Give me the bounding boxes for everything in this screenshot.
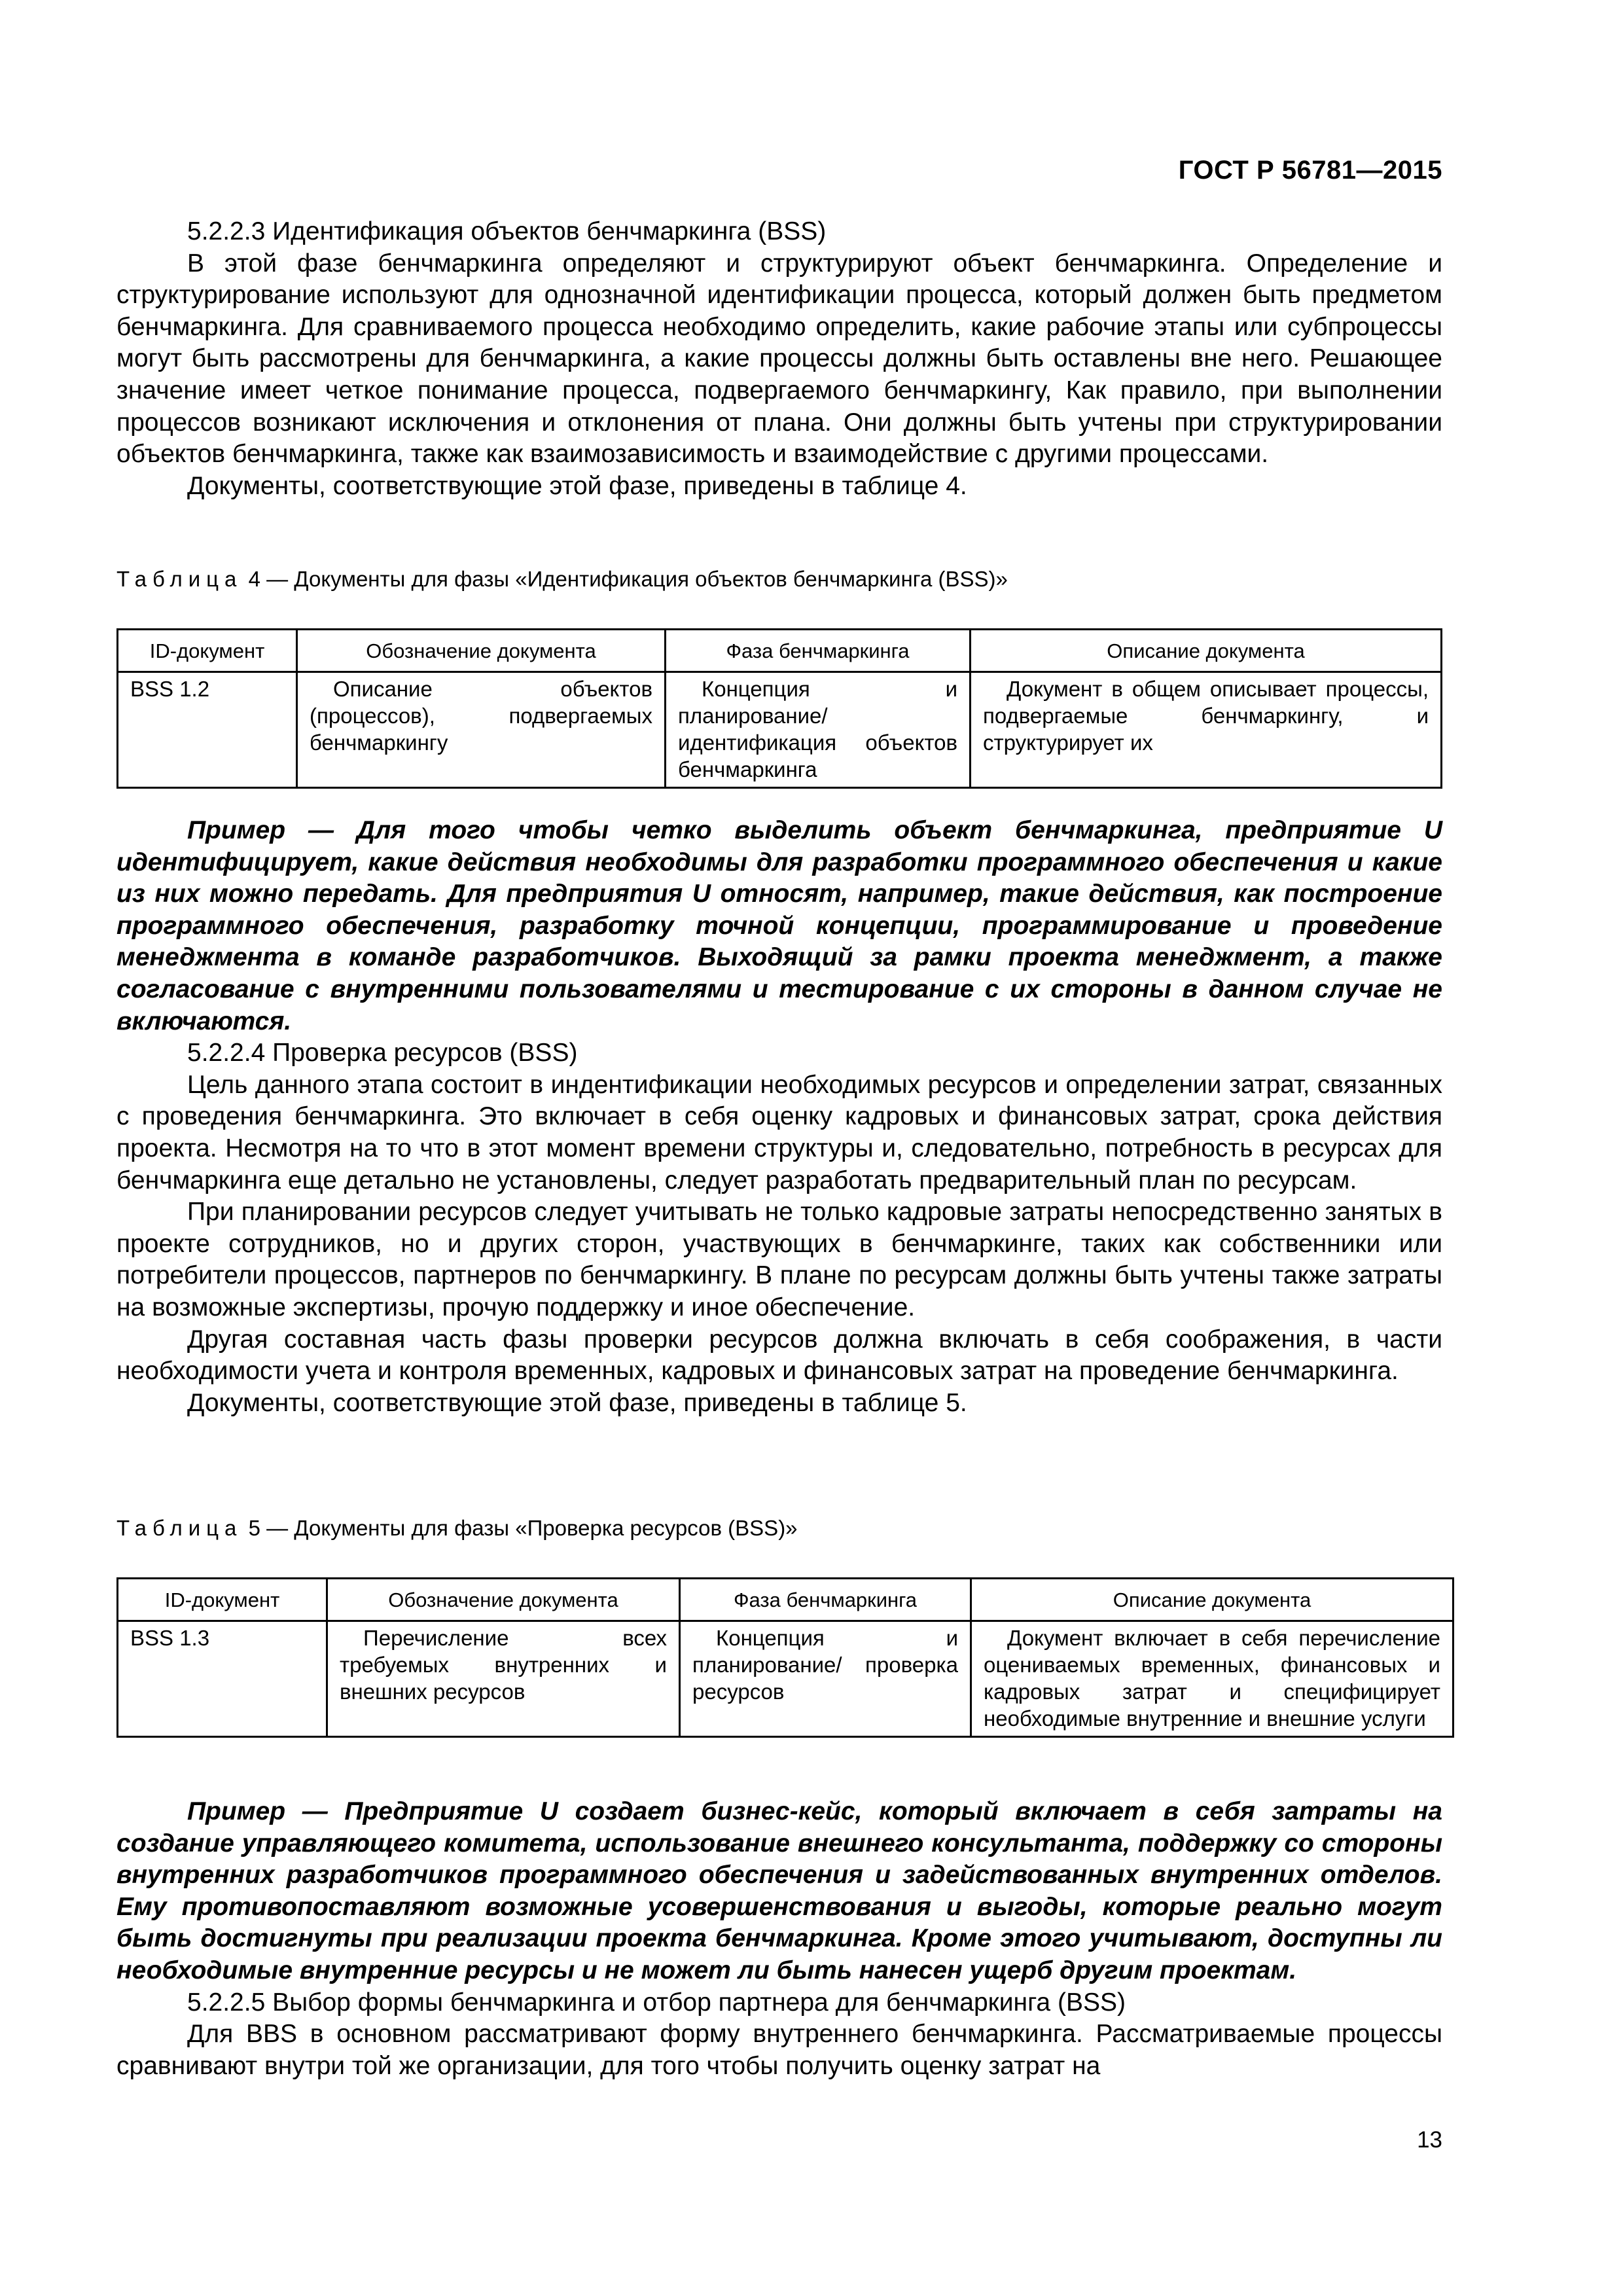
section-heading-5225: 5.2.2.5 Выбор формы бенчмаркинга и отбор партнера для бенчмаркинга (BSS)	[187, 1988, 1126, 2017]
section-5223-paragraph-2: Документы, соответствующие этой фазе, приведены в таблице 4.	[187, 471, 967, 500]
section-heading-5224: 5.2.2.4 Проверка ресурсов (BSS)	[187, 1039, 578, 1067]
table4-header-id: ID-документ	[118, 630, 297, 672]
table4-header-description: Описание документа	[971, 630, 1442, 672]
example-1: Пример — Для того чтобы четко выделить объект бенчмаркинга, предприятие U идентифицирует, какие действия необходимы для разработки программного обеспечения и какие из них можно передать. Для предприятия U относят, например, такие действия, как построение программного обеспечения, разработку точной концепции, программирование и проведение менеджмента в команде разработчиков. Выходящий за рамки проекта менеджмент, а также согласование с внутренними пользователями и тестирование с их стороны в данном случае не включаются.	[116, 816, 1442, 1035]
table4-cell-designation: Описание объектов (процессов), подвергаемых бенчмаркингу	[297, 672, 666, 788]
table5-caption	[116, 1516, 1442, 1541]
table4-wrapper	[116, 628, 1442, 789]
table5-header-phase: Фаза бенчмаркинга	[680, 1579, 971, 1621]
section-5224-paragraph-1: Цель данного этапа состоит в индентификации необходимых ресурсов и определении затрат, связанных с проведения бенчмаркинга. Это включает в себя оценку кадровых и финансовых затрат, срока действия проекта. Несмотря на то что в этот момент времени структуры и, следовательно, потребность в ресурсах для бенчмаркинга еще детально не установлены, следует разработать предварительный план по ресурсам.	[116, 1070, 1442, 1194]
table4-header-phase: Фаза бенчмаркинга	[666, 630, 971, 672]
table5-caption-text: 5 — Документы для фазы «Проверка ресурсов (BSS)»	[248, 1516, 798, 1540]
table5-cell-description: Документ включает в себя перечисление оцениваемых временных, финансовых и кадровых затрат и специфицирует необходимые внутренние и внешние услуги	[971, 1621, 1454, 1737]
table5-header-id: ID-документ	[118, 1579, 327, 1621]
example-2: Пример — Предприятие U создает бизнес-кейс, который включает в себя затраты на создание управляющего комитета, использование внешнего консультанта, поддержку со стороны внутренних разработчиков программного обеспечения и задействованных внутренних отделов. Ему противопоставляют возможные усовершенствования и выгоды, которые реально могут быть достигнуты при реализации проекта бенчмаркинга. Кроме этого учитывают, доступны ли необходимые внутренние ресурсы и не может ли быть нанесен ущерб другим проектам.	[116, 1797, 1442, 1984]
table4-header-designation: Обозначение документа	[297, 630, 666, 672]
table4-cell-id: BSS 1.2	[118, 672, 297, 788]
section-5223	[116, 216, 1442, 502]
section-heading-5223: 5.2.2.3 Идентификация объектов бенчмаркинга (BSS)	[187, 217, 827, 245]
table4-caption-prefix: Таблица	[116, 567, 243, 591]
table4-cell-phase: Концепция и планирование/ идентификация объектов бенчмаркинга	[666, 672, 971, 788]
table5-header-description: Описание документа	[971, 1579, 1454, 1621]
table-row	[118, 1621, 1454, 1737]
section-5224-paragraph-4: Документы, соответствующие этой фазе, приведены в таблице 5.	[187, 1388, 967, 1417]
table5-wrapper	[116, 1577, 1442, 1738]
section-5224-paragraph-3: Другая составная часть фазы проверки ресурсов должна включать в себя соображения, в части необходимости учета и контроля временных, кадровых и финансовых затрат на проведение бенчмаркинга.	[116, 1325, 1442, 1386]
table5-cell-designation: Перечисление всех требуемых внутренних и внешних ресурсов	[327, 1621, 680, 1737]
table5-caption-prefix: Таблица	[116, 1516, 243, 1540]
table5-header-row	[118, 1579, 1454, 1621]
table4	[116, 628, 1442, 789]
standard-header: ГОСТ Р 56781—2015	[1178, 156, 1442, 185]
table4-header-row	[118, 630, 1442, 672]
section-5224-paragraph-2: При планировании ресурсов следует учитывать не только кадровые затраты непосредственно занятых в проекте сотрудников, но и других сторон, участвующих в бенчмаркинге, таких как собственники или потребители процессов, партнеров по бенчмаркингу. В плане по ресурсам должны быть учтены также затраты на возможные экспертизы, прочую поддержку и иное обеспечение.	[116, 1198, 1442, 1321]
example2-and-section-5225	[116, 1796, 1442, 2082]
table4-caption-text: 4 — Документы для фазы «Идентификация объектов бенчмаркинга (BSS)»	[248, 567, 1008, 591]
table4-cell-description: Документ в общем описывает процессы, подвергаемые бенчмаркингу, и структурирует их	[971, 672, 1442, 788]
table5-header-designation: Обозначение документа	[327, 1579, 680, 1621]
example1-and-section-5224	[116, 815, 1442, 1419]
table5-cell-id: BSS 1.3	[118, 1621, 327, 1737]
table4-caption	[116, 567, 1442, 592]
table-row	[118, 672, 1442, 788]
section-5225-paragraph-1: Для BBS в основном рассматривают форму внутреннего бенчмаркинга. Рассматриваемые процессы сравнивают внутри той же организации, для того чтобы получить оценку затрат на	[116, 2020, 1442, 2080]
section-5223-paragraph-1: В этой фазе бенчмаркинга определяют и структурируют объект бенчмаркинга. Определение и структурирование используют для однозначной идентификации процесса, который должен быть предметом бенчмаркинга. Для сравниваемого процесса необходимо определить, какие рабочие этапы или субпроцессы могут быть рассмотрены для бенчмаркинга, а какие процессы должны быть оставлены вне него. Решающее значение имеет четкое понимание процесса, подвергаемого бенчмаркингу, Как правило, при выполнении процессов возникают исключения и отклонения от плана. Они должны быть учтены при структурировании объектов бенчмаркинга, также как взаимозависимость и взаимодействие с другими процессами.	[116, 249, 1442, 469]
page-number: 13	[1417, 2127, 1442, 2153]
table5	[116, 1577, 1454, 1738]
table5-cell-phase: Концепция и планирование/ проверка ресурсов	[680, 1621, 971, 1737]
